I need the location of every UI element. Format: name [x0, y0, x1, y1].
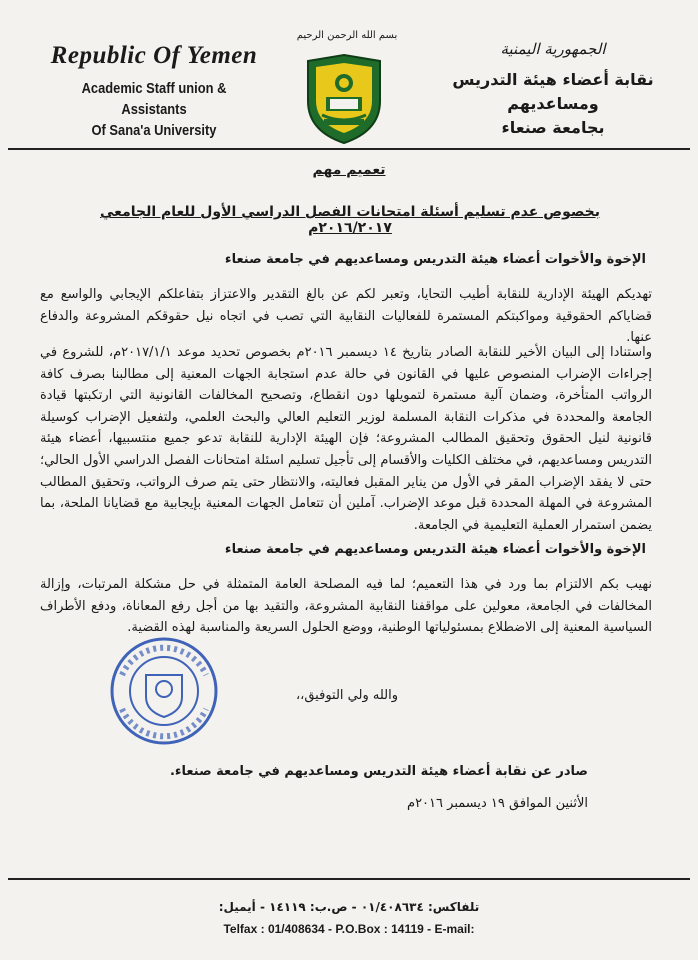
footer-ar: تلفاكس: ٠١/٤٠٨٦٣٤ - ص.ب: ١٤١١٩ - أيميل:: [218, 900, 480, 914]
header-en-title: Republic Of Yemen: [50, 42, 258, 69]
memo-heading: تعميم مهم: [312, 162, 386, 178]
memo-date: الأثنين الموافق ١٩ ديسمبر ٢٠١٦م: [407, 796, 588, 811]
basmala: بسم الله الرحمن الرحيم: [296, 30, 398, 41]
header-divider: [8, 148, 690, 150]
header-ar: [438, 40, 668, 140]
header-en: [34, 42, 274, 141]
salutation-1: الإخوة والأخوات أعضاء هيئة التدريس ومساعديهم في جامعة صنعاء: [224, 252, 646, 267]
header-ar-republic: الجمهورية اليمنية: [500, 40, 606, 58]
closing: والله ولي التوفيق،،: [295, 688, 398, 703]
header-en-line1: Academic Staff union & Assistants: [81, 80, 227, 118]
header-en-line2: Of Sana'a University: [91, 122, 217, 139]
header-ar-line1: نقابة أعضاء هيئة التدريس ومساعديهم: [452, 70, 654, 113]
salutation-2: الإخوة والأخوات أعضاء هيئة التدريس ومساعديهم في جامعة صنعاء: [224, 542, 646, 557]
memo-subject: بخصوص عدم تسليم أسئلة امتحانات الفصل الدراسي الأول للعام الجامعي ٢٠١٦/٢٠١٧م: [100, 204, 600, 236]
paragraph-2: واستنادا إلى البيان الأخير للنقابة الصادر بتاريخ ١٤ ديسمبر ٢٠١٦م بخصوص تحديد موعد ٢٠١٧/١/١م، للشروع في إجراءات الإضراب المنصوص عليها في القانون في حالة عدم استجابة الجهات المعنية إلى مطالبنا بصرف كافة الرواتب المتأخرة، وضمان آلية مستمرة لتمويلها دون انقطاع، وتصحيح المخالفات القانونية التي ارتكبتها قيادة الجامعة والمحددة في مذكرات النقابة المسلمة لوزير التعليم العالي والبحث العلمي، ولتفعيل الإضراب كوسيلة قانونية لنيل الحقوق وتحقيق المطالب المشروعة؛ فإن الهيئة الإدارية للنقابة تدعو جميع منتسبيها، أعضاء هيئة التدريس ومساعديهم، في مختلف الكليات والأقسام إلى تأجيل تسليم اسئلة امتحانات الفصل الدراسي الأول الحالي؛ حتى لا يفقد الإضراب المقر في الأول من يناير المقبل فعاليته، والانتظار حتى يتم صرف الرواتب، وتحقيق المطالب المشروعة في المهلة المحددة قبل موعد الإضراب. آملين أن تتعامل الجهات المعنية بإيجابية مع قضايانا الملحة، بما يضمن استمرار العملية التعليمية في الجامعة.: [39, 345, 652, 533]
union-emblem-icon: [304, 53, 384, 145]
footer-divider: [8, 878, 690, 880]
paragraph-1: تهديكم الهيئة الإدارية للنقابة أطيب التحايا، وتعبر لكم عن بالغ التقدير والاعتزاز بتفاعلكم الإيجابي والواسع مع قضاياكم الحقوقية ومواكبتكم المستمرة للفعاليات النقابية التي تصب في اتجاه نيل حقوقكم المشروعة والدفاع عنها.: [40, 287, 652, 346]
footer-en: Telfax : 01/408634 - P.O.Box : 14119 - E-mail:: [223, 922, 475, 936]
header-ar-line2: بجامعة صنعاء: [501, 118, 605, 137]
union-stamp-icon: [108, 635, 220, 747]
issuer: صادر عن نقابة أعضاء هيئة التدريس ومساعديهم في جامعة صنعاء.: [169, 764, 588, 779]
paragraph-3: نهيب بكم الالتزام بما ورد في هذا التعميم؛ لما فيه المصلحة العامة المتمثلة في حل مشكلة المرتبات، وإزالة المخالفات في الجامعة، معولين على مواقفنا النقابية المشروعة، والتقيد بها من أجل رفع المعاناة، ودفع الأطراف السياسية المعنية إلى الاضطلاع بمسئولياتها الوطنية، ووضع الحلول السريعة والمناسبة لهذه القضية.: [40, 577, 652, 636]
